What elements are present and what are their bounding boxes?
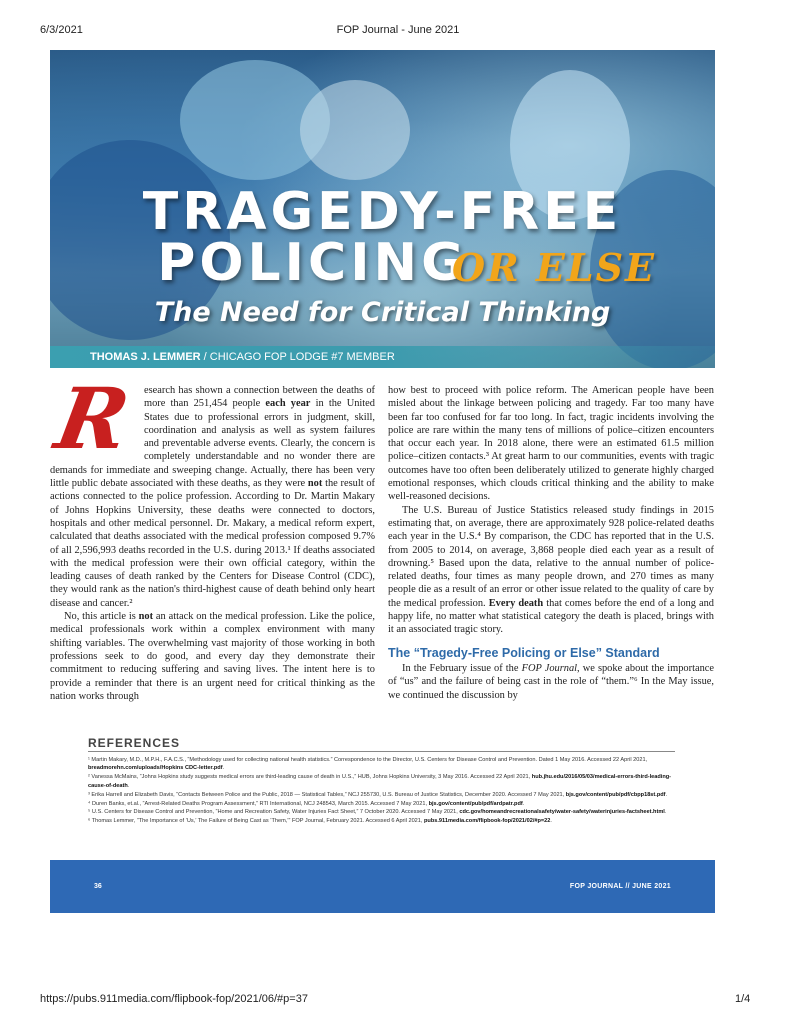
- print-title: FOP Journal - June 2021: [336, 24, 460, 36]
- drop-cap: R: [48, 369, 137, 468]
- page-footer: [50, 860, 715, 913]
- author-name: THOMAS J. LEMMER: [90, 351, 201, 363]
- headline-accent: OR ELSE: [452, 245, 656, 290]
- surgeon-figure: [300, 80, 410, 180]
- reference-item: ¹ Martin Makary, M.D., M.P.H., F.A.C.S., “Methodology used for collecting national health statistics.” Correspondence to the Director, U.S. Centers for Disease Control and Prevention. Dated 1 May 2016. Accessed 22 April 2021, breadmorehn.com/uploads/Hopkins CDC-letter.pdf.: [88, 757, 648, 772]
- references-heading: REFERENCES: [88, 736, 181, 750]
- headline-line-2: POLICING: [157, 233, 468, 293]
- byline-bar: [50, 346, 715, 368]
- print-url[interactable]: https://pubs.911media.com/flipbook-fop/2021/06/#p=37: [40, 993, 308, 1005]
- section-heading: The “Tragedy-Free Policing or Else” Standard: [388, 645, 660, 660]
- divider: [88, 751, 675, 752]
- paragraph: esearch has shown a connection between the deaths of more than 251,454 people each year in the United States due to professional errors in judgment, skill, coordination and analysis as well as system failures and preventable adverse events. Clearly, the concern is completely understandable and no wonder there are demands for immediate and sweeping change. Actually, there has been very little public debate associated with these deaths, as they were not the result of actions connected to the police profession. According to Dr. Martin Makary of Johns Hopkins University, these deaths were connected to doctors, hospitals and other medical personnel. Dr. Makary, a medical reform expert, calculated that deaths associated with the medical profession composed 9.7% of all 2,596,993 deaths recorded in the U.S. during 2013.¹ If deaths associated with the medical profession were their own official category, within the leading causes of death ranked by the Centers for Disease Control (CDC), they would rank as the nation's third-highest cause of death behind only heart disease and cancer.²: [50, 385, 375, 609]
- reference-link[interactable]: bjs.gov/content/pub/pdf/cbpp18st.pdf: [565, 791, 666, 798]
- paragraph: how best to proceed with police reform. The American people have been misled about the linkage between policing and tragedy. Far too many have been far too confused for far too long. In fact, tragic incidents involving the police are rare within the many tens of millions of police–citizen encounters that occur each year. In 2018 alone, there were an estimated 61.5 million police–citizen contacts.³ At great harm to our communities, events with tragic outcomes have too often been deliberately utilized to generate highly charged emotional responses, which clouds critical thinking and the ability to make well-reasoned decisions.: [388, 385, 714, 503]
- reference-link[interactable]: hub.jhu.edu/2016/05/03/medical-errors-third-leading-cause-of-death: [88, 774, 672, 789]
- reference-link[interactable]: bjs.gov/content/pub/pdf/ardpatr.pdf: [428, 800, 523, 807]
- references-list: [88, 756, 675, 826]
- print-page-count: 1/4: [735, 993, 751, 1005]
- print-date: 6/3/2021: [40, 24, 83, 36]
- reference-item: ⁵ U.S. Centers for Disease Control and Prevention, “Home and Recreation Safety, Water Injuries Fact Sheet,” 7 October 2020. Accessed 7 May 2021, cdc.gov/homeandrecreationalsafety/water-safety/waterinjuries-factsheet.html.: [88, 809, 667, 816]
- page-number: 36: [94, 883, 102, 890]
- paragraph: The U.S. Bureau of Justice Statistics released study findings in 2015 estimating that, on average, there are approximately 928 police-related deaths each year in the U.S.⁴ By comparison, the CDC has reported that in the U.S. from 2005 to 2014, on average, 3,868 people died each year as a result of drowning.⁵ Based upon the data, relative to the annual number of police-related deaths, four times as many people drown, and 270 times as many people die as a result of an error or other issue related to the quality of care by the medical profession. Every death that comes before the end of a long and happy life, no matter what statistical category the death is placed, brings with it an associated tragic story.: [388, 504, 714, 636]
- journal-issue: FOP JOURNAL // JUNE 2021: [569, 883, 671, 890]
- reference-item: ² Vanessa McMains, “Johns Hopkins study suggests medical errors are third-leading cause of death in U.S.,” HUB, Johns Hopkins University, 3 May 2016. Accessed 22 April 2021, hub.jhu.edu/2016/05/03/medical-errors-third-leading-cause-of-death.: [88, 774, 672, 789]
- article-column-1: [48, 369, 375, 703]
- paragraph: No, this article is not an attack on the medical profession. Like the police, medical professionals work within a complex environment with many shifting variables. The overwhelming vast majority of those working in both professions seek to do good, and every day they demonstrate their commitment to reducing suffering and saving lives. The intent here is to provide a reminder that there is an urgent need for critical thinking as the nation works through: [50, 611, 375, 702]
- reference-item: ⁶ Thomas Lemmer, “The Importance of ‘Us,’ The Failure of Being Cast as ‘Them,’” FOP Journal, February 2021. Accessed 6 April 2021, pubs.911media.com/flipbook-fop/2021/02/#p=22.: [88, 818, 552, 825]
- article-column-2: [388, 384, 714, 702]
- reference-link[interactable]: cdc.gov/homeandrecreationalsafety/water-safety/waterinjuries-factsheet.html: [459, 809, 665, 816]
- paragraph: In the February issue of the FOP Journal, we spoke about the importance of “us” and the failure of being cast in the role of “them.”⁶ In the May issue, we continued the discussion by: [388, 662, 714, 701]
- reference-item: ⁴ Duren Banks, et.al., “Arrest-Related Deaths Program Assessment,” RTI International, NCJ 248543, March 2015. Accessed 7 May 2021, bjs.gov/content/pub/pdf/ardpatr.pdf.: [88, 800, 525, 807]
- subtitle: The Need for Critical Thinking: [154, 297, 611, 328]
- headline-line-1: TRAGEDY-FREE: [142, 182, 623, 242]
- reference-link[interactable]: breadmorehn.com/uploads/Hopkins CDC-letter.pdf: [88, 765, 223, 772]
- reference-link[interactable]: pubs.911media.com/flipbook-fop/2021/02/#p=22: [424, 818, 551, 825]
- author-affiliation: / CHICAGO FOP LODGE #7 MEMBER: [200, 351, 395, 363]
- hero-image: [50, 50, 715, 368]
- reference-item: ³ Erika Harrell and Elizabeth Davis, “Contacts Between Police and the Public, 2018 — Statistical Tables,” NCJ 255730, U.S. Bureau of Justice Statistics, December 2020. Accessed 7 May 2021, bjs.gov/content/pub/pdf/cbpp18st.pdf.: [88, 791, 668, 798]
